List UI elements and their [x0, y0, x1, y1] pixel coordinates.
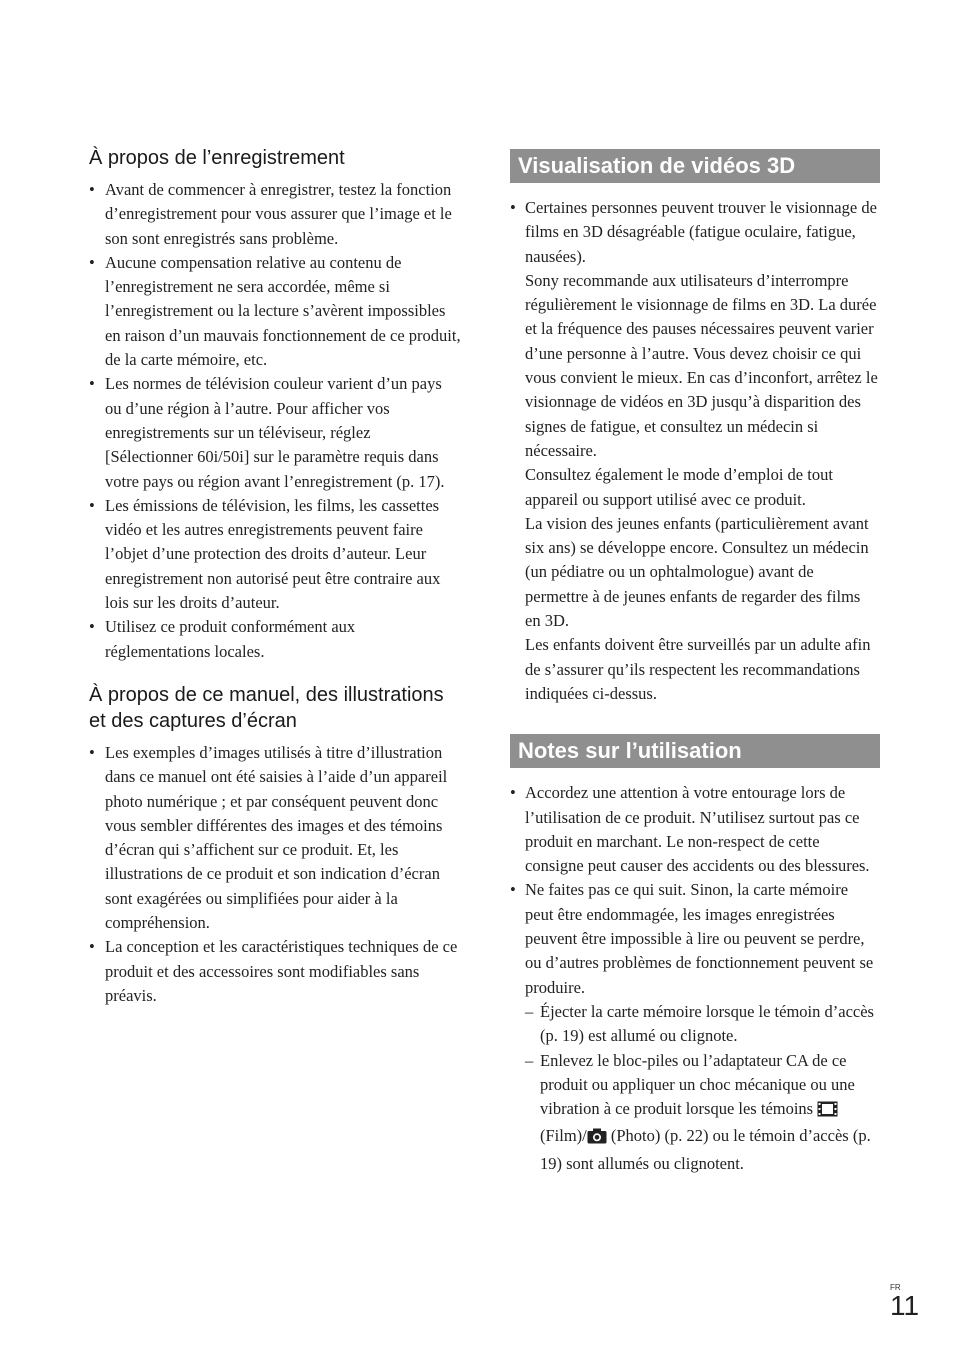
section-heading-recording: À propos de l’enregistrement: [89, 147, 345, 169]
list-item: • Les exemples d’images utilisés à titre d’illustration dans ce manuel ont été saisies à l’aide d’un appareil photo numérique ; et par conséquent peuvent donc vous sembler différentes des images et des témoins d’écran qui s’affichent sur ce produit. Et, les illustrations de ce produit et son indication d’écran sont exagérées ou simplifiées pour aider à la compréhension.: [89, 741, 461, 935]
section-heading-usage: Notes sur l’utilisation: [510, 734, 880, 768]
language-code: FR: [890, 1283, 901, 1292]
dash-text: Enlevez le bloc-piles ou l’adaptateur CA de ce produit ou appliquer un choc mécanique ou une vibration à ce produit lorsque les témoins: [540, 1050, 855, 1119]
list-item: • Les émissions de télévision, les films, les cassettes vidéo et les autres enregistrements peuvent faire l’objet d’une protection des droits d’auteur. Leur enregistrement non autorisé peut être contraire aux lois sur les droits d’auteur.: [89, 494, 461, 615]
dash-item: – Éjecter la carte mémoire lorsque le témoin d’accès (p. 19) est allumé ou clignote.: [525, 1000, 880, 1049]
list-item: [510, 878, 880, 1176]
recording-bullet-list: [89, 178, 461, 664]
paragraph: Consultez également le mode d’emploi de tout appareil ou support utilisé avec ce produit.: [525, 465, 833, 509]
section-heading-3d: Visualisation de vidéos 3D: [510, 149, 880, 183]
list-item: [510, 196, 880, 706]
usage-bullet-list: [510, 781, 880, 1176]
list-item: • Les normes de télévision couleur varient d’un pays ou d’une région à l’autre. Pour afficher vos enregistrements sur un téléviseur, réglez [Sélectionner 60i/50i] sur le paramètre requis dans votre pays ou région avant l’enregistrement (p. 17).: [89, 372, 461, 493]
left-column: [89, 145, 461, 1008]
film-icon: [817, 1100, 838, 1124]
list-item: • Accordez une attention à votre entourage lors de l’utilisation de ce produit. N’utilisez surtout pas ce produit en marchant. Le non-respect de cette consigne peut causer des accidents ou des blessures.: [510, 781, 880, 878]
dash-text: (Photo) (p. 22) ou le témoin d’accès (p. 19) sont allumés ou clignotent.: [540, 1126, 871, 1173]
section-heading-manual: À propos de ce manuel, des illustrations et des captures d’écran: [89, 683, 444, 732]
page-num: 11: [890, 1290, 920, 1321]
dash-item: [525, 1049, 880, 1176]
paragraph: Les enfants doivent être surveillés par un adulte afin de s’assurer qu’ils respectent les recommandations indiquées ci-dessus.: [525, 635, 871, 703]
list-item: • Utilisez ce produit conformément aux réglementations locales.: [89, 615, 461, 664]
film-label: (Film)/: [540, 1126, 587, 1146]
list-item: • La conception et les caractéristiques techniques de ce produit et des accessoires sont modifiables sans préavis.: [89, 935, 461, 1008]
right-column: [510, 149, 880, 1176]
paragraph: • Certaines personnes peuvent trouver le visionnage de films en 3D désagréable (fatigue oculaire, fatigue, nausées).: [525, 198, 877, 266]
camera-icon: [587, 1127, 607, 1151]
paragraph: Ne faites pas ce qui suit. Sinon, la carte mémoire peut être endommagée, les images enregistrées peuvent être impossible à lire ou peuvent se perdre, ou d’autres problèmes de fonctionnement peuvent se produire.: [525, 880, 874, 997]
paragraph: Sony recommande aux utilisateurs d’interrompre régulièrement le visionnage de films en 3D. La durée et la fréquence des pauses nécessaires peuvent varier d’une personne à l’autre. Vous devez choisir ce qui vous convient le mieux. En cas d’inconfort, arrêtez le visionnage de vidéos en 3D jusqu’à disparition des signes de fatigue, et consultez un médecin si nécessaire.: [525, 270, 878, 460]
list-item: • Aucune compensation relative au contenu de l’enregistrement ne sera accordée, même si l’enregistrement ou la lecture s’avèrent impossibles en raison d’un mauvais fonctionnement de ce produit, de la carte mémoire, etc.: [89, 251, 461, 372]
list-item: • Avant de commencer à enregistrer, testez la fonction d’enregistrement pour vous assurer que l’image et le son sont enregistrés sans problème.: [89, 178, 461, 251]
manual-bullet-list: [89, 741, 461, 1008]
page-number: [890, 1283, 919, 1321]
3d-bullet-list: [510, 196, 880, 706]
dash-list: [525, 1000, 880, 1176]
paragraph: La vision des jeunes enfants (particulièrement avant six ans) se développe encore. Consultez un médecin (un pédiatre ou un ophtalmologue) avant de permettre à de jeunes enfants de regarder des films en 3D.: [525, 513, 869, 631]
